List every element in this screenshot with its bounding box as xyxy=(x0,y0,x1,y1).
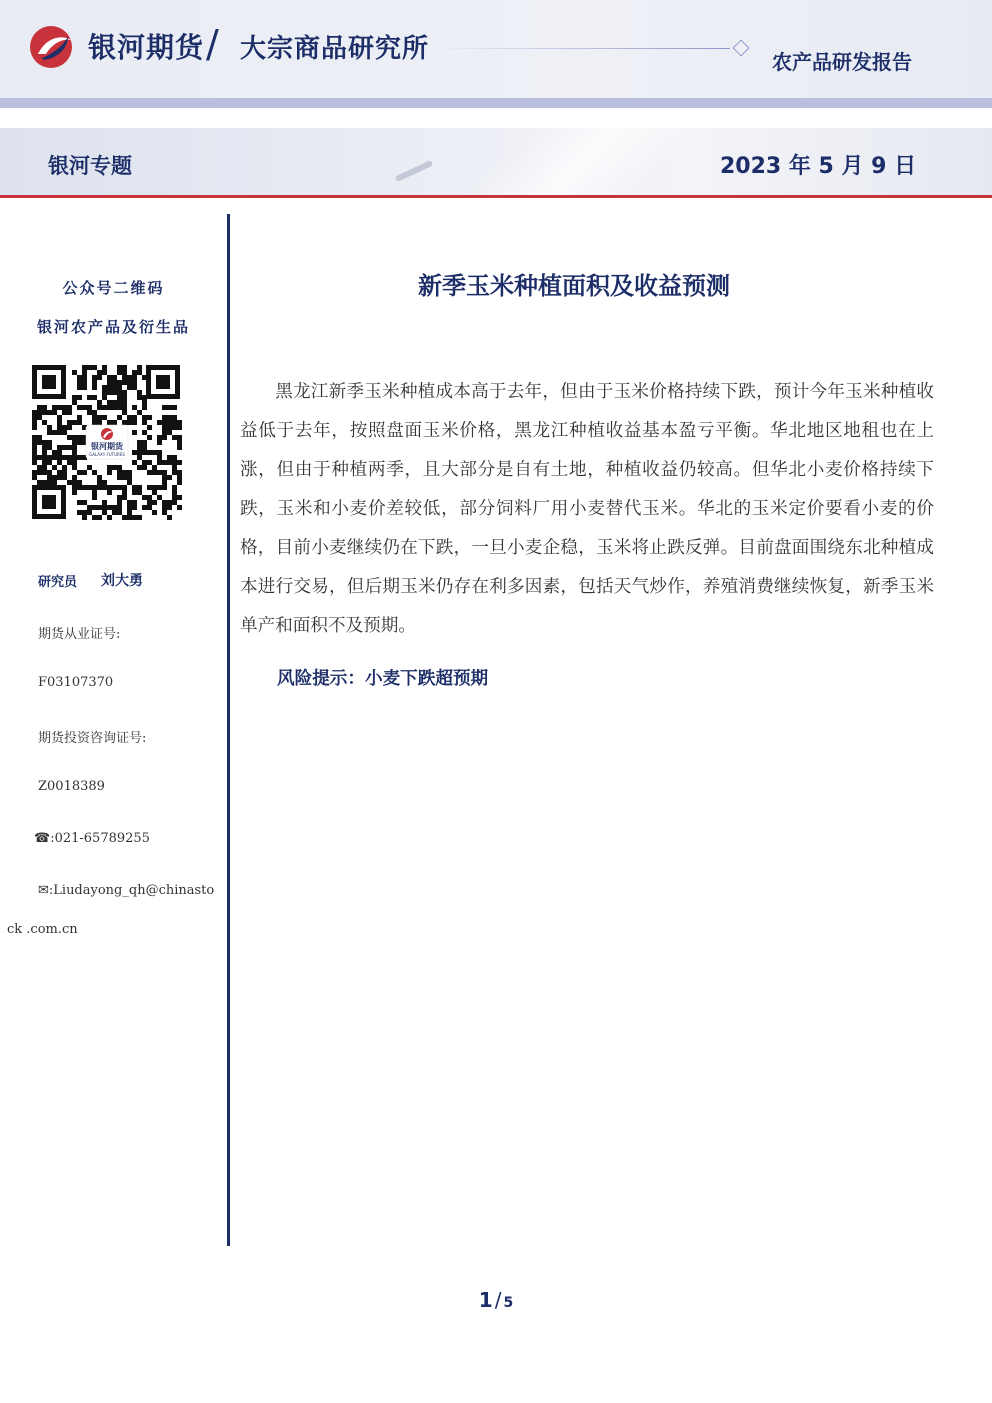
qr-title: 公众号二维码 xyxy=(62,279,165,297)
license-label: 期货从业证号: xyxy=(38,627,121,642)
sidebar-divider xyxy=(227,214,230,1246)
report-type: 农产品研发报告 xyxy=(772,50,912,74)
report-title: 新季玉米种植面积及收益预测 xyxy=(418,272,730,300)
institute-name: 大宗商品研究所 xyxy=(240,34,430,64)
report-date: 2023 年 5 月 9 日 xyxy=(720,154,917,179)
phone-number: ☎:021-65789255 xyxy=(34,831,150,846)
header-stripe xyxy=(0,98,992,108)
summary-paragraph: 黑龙江新季玉米种植成本高于去年，但由于玉米价格持续下跌，预计今年玉米种植收益低于去年，按照盘面玉米价格，黑龙江种植收益基本盈亏平衡。华北地区地租也在上涨，但由于种植两季，且大部分是自有土地，种植收益仍较高。但华北小麦价格持续下跌，玉米和小麦价差较低，部分饲料厂用小麦替代玉米。华北的玉米定价要看小麦的价格，目前小麦继续仍在下跌，一旦小麦企稳，玉米将止跌反弹。目前盘面围绕东北种植成本进行交易，但后期玉米仍存在利多因素，包括天气炒作，养殖消费继续恢复，新季玉米单产和面积不及预期。 xyxy=(240,382,934,636)
galaxy-logo-icon xyxy=(28,24,78,70)
topic-label: 银河专题 xyxy=(48,154,132,178)
email-address-continued[interactable]: ck .com.cn xyxy=(7,922,78,937)
brand-name: 银河期货 xyxy=(88,31,205,64)
analyst-name: 刘大勇 xyxy=(101,573,143,589)
risk-warning: 风险提示：小麦下跌超预期 xyxy=(277,669,489,689)
analyst-label: 研究员 xyxy=(38,575,78,590)
qr-center-subtext: GALAXY FUTURES xyxy=(89,452,125,457)
page-number xyxy=(0,1288,992,1312)
qr-center-text: 银河期货 xyxy=(91,442,123,451)
consult-license-number: Z0018389 xyxy=(38,779,105,794)
license-number: F03107370 xyxy=(38,675,114,690)
current-page: 1 xyxy=(478,1288,493,1312)
decorative-line xyxy=(430,48,730,49)
consult-license-label: 期货投资咨询证号: xyxy=(38,731,147,746)
email-address[interactable]: ✉:Liudayong_qh@chinasto xyxy=(38,883,215,898)
total-pages: 5 xyxy=(503,1295,514,1311)
brand-separator: / xyxy=(206,22,219,66)
qr-code xyxy=(30,363,182,521)
topic-band-decoration xyxy=(360,128,720,196)
page-separator: / xyxy=(494,1288,502,1312)
qr-subtitle: 银河农产品及衍生品 xyxy=(36,318,190,336)
topic-band-underline xyxy=(0,195,992,198)
